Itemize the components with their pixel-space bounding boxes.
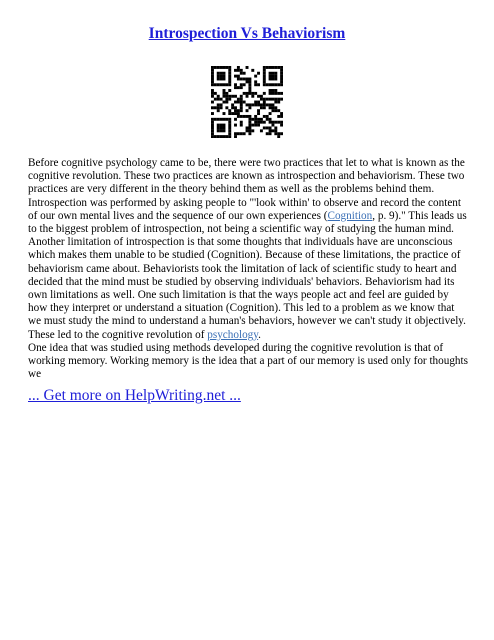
- document-body: [28, 157, 468, 381]
- get-more-link[interactable]: ... Get more on HelpWriting.net ...: [28, 387, 241, 404]
- paragraph-1-text-b: , p. 9)." This leads us to the biggest problem of introspection, not being a scientific way of studying the human mind. Another limitation of introspection is that some thoughts that individuals have are unconscious which makes them unable to be studied (Cognition). Because of these limitations, the practice of behaviorism came about. Behaviorists took the limitation of lack of scientific study to heart and decided that the mind must be studied by observing individuals' behaviors. Behaviorism had its own limitations as well. One such limitation is that the ways people act and feel are guided by how they interpret or understand a situation (Cognition). This led to a problem as we know that we must study the mind to understand a human's behaviors, however we can't study it objectively. These led to the cognitive revolution of: [28, 209, 467, 341]
- document-title-link[interactable]: Introspection Vs Behaviorism: [148, 25, 346, 42]
- paragraph-1-text-a: Before cognitive psychology came to be, there were two practices that let to what is known as the cognitive revolution. These two practices are known as introspection and behaviorism. These two practices are very different in the theory behind them as well as the problems behind them. Introspection was performed by asking people to "'look within' to observe and record the content of our own mental lives and the sequence of our own experiences (: [28, 157, 465, 222]
- body-paragraph-2: One idea that was studied using methods developed during the cognitive revolution is that of working memory. Working memory is the idea that a part of our memory is used only for thoughts we: [28, 341, 468, 381]
- psychology-link[interactable]: psychology: [207, 328, 259, 341]
- qr-code-icon: [211, 66, 283, 138]
- paragraph-1-text-c: .: [258, 328, 261, 341]
- cognition-link[interactable]: Cognition: [327, 209, 373, 222]
- body-paragraph-1: [28, 157, 468, 342]
